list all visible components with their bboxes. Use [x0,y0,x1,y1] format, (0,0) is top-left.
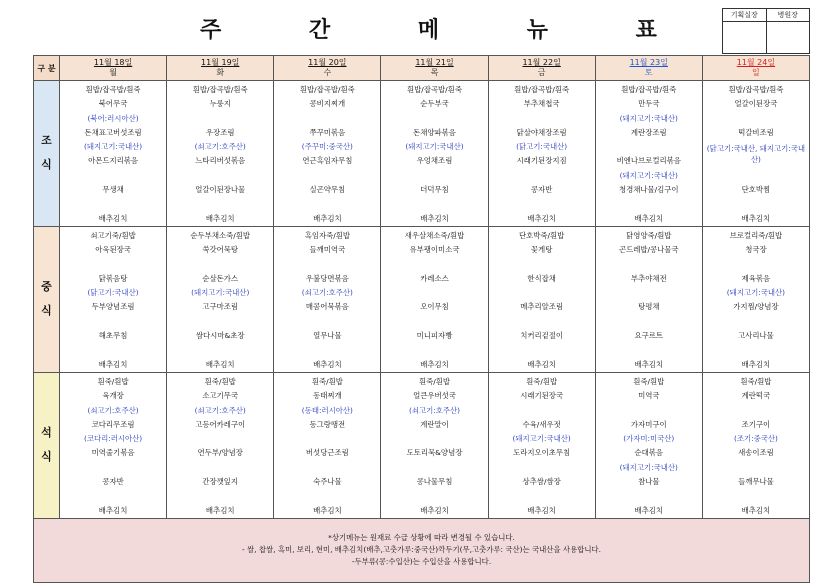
day-date: 11월 22일 [522,58,561,67]
breakfast-cell [702,81,809,227]
menu-item: 들깨무나물 [738,477,774,487]
menu-item: 순두부채소죽/흰밥 [190,230,251,240]
breakfast-cell [167,81,274,227]
menu-item: 만두국 [638,99,660,109]
menu-item [703,489,809,503]
menu-item: 참나물 [638,477,660,487]
menu-item [489,404,595,418]
day-header [60,56,167,81]
menu-item: 한식잡채 [527,273,556,283]
lunch-row [34,226,810,372]
origin-note: (닭고기:국내산) [87,288,139,298]
menu-item: 배추김치 [313,213,342,223]
menu-item: 우불당면볶음 [305,273,349,283]
menu-item [381,169,487,183]
approval-signature-planning [723,22,767,54]
approval-label-planning: 기획실장 [723,9,767,22]
menu-item: 부추채첩국 [523,99,560,109]
breakfast-cell [274,81,381,227]
menu-item [60,343,166,357]
origin-note: (쇠고기:호주산) [194,142,246,152]
approval-label-director: 병원장 [766,9,810,22]
menu-item: 배추김치 [634,213,664,223]
menu-item [167,258,273,272]
menu-item: 두부양념조림 [91,302,135,312]
menu-item: 흰밥/잡곡밥/흰죽 [85,85,141,94]
lunch-cell [60,226,167,372]
menu-item: 배추김치 [527,213,556,223]
menu-item: 흰밥/잡곡밥/흰죽 [621,85,677,94]
day-header [167,56,274,81]
meal-label-char: 식 [41,158,52,172]
origin-note: (돼지고기:국내산) [619,113,678,123]
menu-item: 배추김치 [205,505,235,515]
gubun-header: 구 분 [34,56,60,81]
note-line: *상기메뉴는 원재료 수급 상황에 따라 변경될 수 있습니다. [328,533,515,543]
menu-item [60,489,166,503]
menu-item [489,286,595,300]
menu-item: 느타리버섯볶음 [195,156,246,166]
dinner-cell [381,372,488,518]
menu-item: 흑임자죽/흰밥 [304,230,351,240]
menu-item: 육개장 [102,391,124,401]
menu-item: 우장조림 [205,127,235,137]
menu-item: 떡갈비조림 [738,127,774,137]
menu-item [489,343,595,357]
note-line: - 쌀, 찹쌀, 흑미, 보리, 현미, 배추김치(배추,고춧가루:중국산)깍두기(무,고춧가루: 국산)는 국내산을 사용합니다. [242,545,601,555]
menu-item [489,112,595,126]
menu-item: 닭영양죽/흰밥 [626,230,672,240]
menu-item: 계란말이 [420,419,449,429]
menu-item [596,404,702,418]
menu-item: 미역줄기볶음 [91,448,135,458]
day-date: 11월 24일 [736,58,776,67]
menu-item: 배추김치 [420,505,449,515]
menu-item [274,432,380,446]
day-date: 11월 21일 [415,58,454,67]
menu-item: 동그랑땡전 [309,419,346,429]
menu-item: 새송이조림 [738,448,774,458]
origin-note: (돼지고기:국내산) [512,434,571,444]
menu-item [60,461,166,475]
menu-item: 흰죽/흰밥 [97,376,129,386]
menu-item: 청국장 [745,245,767,255]
menu-item [703,315,809,329]
menu-item: 아몬드지리볶음 [88,156,139,166]
breakfast-label [34,81,60,227]
dinner-row [34,372,810,518]
menu-item: 단호박죽/흰밥 [518,230,565,240]
day-date: 11월 18일 [93,58,133,67]
origin-note: (쇠고기:호주산) [87,405,139,415]
menu-item: 제육볶음 [741,273,771,283]
menu-item: 오이무침 [420,302,449,312]
menu-item: 흰죽/흰밥 [204,376,236,386]
page-title: 주 간 메 뉴 표 [200,18,697,43]
menu-item: 계란떡국 [741,391,771,401]
menu-item: 청경채나물/김구이 [618,185,679,195]
origin-note: (돼지고기:국내산) [405,142,464,152]
lunch-cell [381,226,488,372]
menu-item: 배추김치 [634,359,664,369]
day-header [274,56,381,81]
menu-item: 탕평채 [638,302,660,312]
menu-item: 배추김치 [634,505,664,515]
dinner-cell [702,372,809,518]
menu-item: 수육/새우젓 [522,419,561,429]
menu-item: 가자미구이 [630,419,667,429]
origin-note: (쇠고기:호주산) [194,405,246,415]
menu-item: 순대볶음 [634,448,664,458]
lunch-cell [595,226,702,372]
menu-item: 비엔나브로컬리볶음 [616,156,681,166]
breakfast-cell [381,81,488,227]
notes-cell [34,518,810,582]
menu-item: 흰죽/흰밥 [418,376,451,386]
origin-note: (닭고기:국내산) [516,142,568,152]
menu-item: 새우살채소죽/흰밥 [404,230,465,240]
menu-item [274,258,380,272]
menu-item: 시래기된장지짐 [516,156,567,166]
menu-item [703,461,809,475]
menu-item: 순살돈가스 [202,273,239,283]
dinner-cell [488,372,595,518]
menu-item: 해초무침 [98,331,128,341]
origin-note: (가자미:미국산) [623,434,675,444]
menu-item: 브로컬리죽/흰밥 [729,230,783,240]
menu-item: 흰밥/잡곡밥/흰죽 [728,85,784,94]
day-header [595,56,702,81]
menu-item: 배추김치 [527,505,556,515]
menu-item: 누룽지 [209,99,231,109]
menu-item: 고사리나물 [738,331,774,341]
menu-item: 치커리겉절이 [520,331,564,341]
menu-item [274,489,380,503]
menu-item: 미역국 [638,391,660,401]
menu-item: 부추야채전 [630,273,667,283]
menu-item: 순두부국 [420,99,449,109]
menu-item [167,197,273,211]
menu-item: 실곤약무침 [309,185,346,195]
menu-item [381,461,487,475]
origin-note: (주꾸미:중국산) [301,142,353,152]
dinner-cell [595,372,702,518]
dinner-cell [167,372,274,518]
menu-item [703,112,809,126]
weekly-menu-table [33,55,810,583]
menu-item: 도토리묵&양념장 [406,448,463,458]
origin-note: (돼지고기:국내산) [83,142,143,152]
origin-note: (쇠고기:호주산) [408,405,461,415]
menu-item: 얼큰우버섯국 [413,391,456,401]
menu-item [274,112,380,126]
origin-note: (돼지고기:국내산) [191,288,250,298]
menu-item [703,169,809,183]
note-line: -두부류(콩:수입산)는 수입산을 사용합니다. [351,557,492,567]
lunch-label [34,226,60,372]
menu-item: 코다리무조림 [91,419,135,429]
menu-item: 간장깻잎지 [202,477,239,487]
origin-note: (코다리:러시아산) [83,434,143,444]
day-of-week: 수 [323,68,332,77]
day-header [381,56,488,81]
menu-item [381,432,487,446]
dinner-label [34,372,60,518]
menu-item [489,315,595,329]
menu-item [167,169,273,183]
menu-item: 계란장조림 [630,127,667,137]
menu-item [167,112,273,126]
lunch-cell [702,226,809,372]
menu-item: 흰죽/흰밥 [526,376,558,386]
lunch-cell [167,226,274,372]
menu-item: 가지찜/양념장 [733,302,779,312]
menu-item [60,258,166,272]
menu-item: 배추김치 [527,359,556,369]
menu-item: 배추김치 [98,359,128,369]
menu-item [167,343,273,357]
menu-item: 열무나물 [313,331,342,341]
menu-item: 단호박찜 [741,185,771,195]
day-of-week: 일 [752,68,760,77]
menu-item: 쭈꾸미볶음 [309,127,346,137]
origin-note: (조기:중국산) [733,434,778,444]
menu-item: 꽃게탕 [530,245,553,255]
menu-item [274,197,380,211]
menu-item [596,315,702,329]
day-date: 11월 19일 [201,58,240,67]
dinner-cell [60,372,167,518]
menu-item [596,258,702,272]
menu-item [167,432,273,446]
menu-item: 배추김치 [741,505,771,515]
menu-item: 닭볶음탕 [98,273,128,283]
breakfast-cell [488,81,595,227]
menu-item: 흰밥/잡곡밥/흰죽 [299,85,355,94]
header-row [34,56,810,81]
menu-item [381,489,487,503]
menu-item [489,197,595,211]
menu-item [274,461,380,475]
menu-item: 얼갈이된장나물 [195,185,246,195]
breakfast-cell [60,81,167,227]
menu-item: 연두부/양념장 [197,448,243,458]
menu-item: 우엉채조림 [416,156,453,166]
menu-item: 흰죽/흰밥 [633,376,665,386]
menu-item: 배추김치 [420,359,449,369]
menu-item: 배추김치 [205,359,235,369]
menu-item: 아욱된장국 [95,245,131,255]
meal-label-char: 식 [41,304,52,318]
menu-item [596,140,702,154]
menu-item [381,286,487,300]
dinner-cell [274,372,381,518]
breakfast-row [34,81,810,227]
day-of-week: 목 [430,68,439,77]
menu-item [703,197,809,211]
menu-item [489,258,595,272]
meal-label-char: 중 [41,280,52,294]
menu-item [381,343,487,357]
day-date: 11월 20일 [308,58,347,67]
menu-item [274,343,380,357]
menu-item: 무생채 [102,185,124,195]
menu-item: 숙주나물 [313,477,342,487]
menu-item: 흰밥/잡곡밥/흰죽 [407,85,462,94]
menu-item [167,315,273,329]
menu-item: 콩자반 [530,185,553,195]
menu-item [703,404,809,418]
day-date: 11월 23일 [629,58,668,67]
day-header [488,56,595,81]
origin-note: (북어:러시아산) [87,113,139,123]
menu-item: 도라지오이초무침 [513,448,571,458]
menu-item: 고등어카레구이 [195,419,246,429]
menu-item [274,315,380,329]
origin-note: (돼지고기:국내산) [726,288,786,298]
menu-item: 배추김치 [313,359,342,369]
meal-label-char: 조 [41,134,52,148]
menu-item [381,258,487,272]
menu-item [703,258,809,272]
menu-item: 닭살야채장조림 [516,127,567,137]
day-of-week: 화 [216,68,225,77]
menu-item: 상추쌈/쌈장 [522,477,561,487]
menu-item: 곤드레밥/콩나물국 [618,245,679,255]
meal-label-char: 석 [41,426,52,440]
menu-item: 돈채표고버섯조림 [84,127,142,137]
origin-note: (돼지고기:국내산) [619,170,678,180]
menu-item: 연근흑임자무침 [302,156,353,166]
lunch-cell [488,226,595,372]
menu-item: 들깨미역국 [309,245,346,255]
lunch-cell [274,226,381,372]
menu-item: 버섯당근조림 [305,448,349,458]
menu-item: 배추김치 [741,359,771,369]
menu-item [596,343,702,357]
menu-item: 고구마조림 [202,302,239,312]
menu-item: 쌈다시마&초장 [195,331,245,341]
menu-item: 콩나물무침 [416,477,453,487]
menu-item: 북어무국 [98,99,128,109]
menu-item: 배추김치 [205,213,235,223]
menu-item: 콩비지찌개 [309,99,346,109]
menu-item [596,489,702,503]
day-of-week: 토 [644,68,653,77]
menu-item [381,112,487,126]
menu-item: 동태찌개 [313,391,342,401]
menu-item: 유부팽이미소국 [409,245,460,255]
menu-item: 더덕무침 [420,185,449,195]
menu-item [596,286,702,300]
menu-item: 흰죽/흰밥 [740,376,772,386]
menu-item: 요구르트 [634,331,664,341]
menu-item: 카레소스 [420,273,449,283]
menu-item: 배추김치 [741,213,771,223]
menu-item [596,197,702,211]
menu-item: 배추김치 [98,213,128,223]
menu-item [381,197,487,211]
menu-item [703,343,809,357]
menu-item: 얼갈이된장국 [734,99,778,109]
origin-note: (쇠고기:호주산) [301,288,353,298]
menu-item: 배추김치 [313,505,342,515]
menu-item [274,169,380,183]
menu-item: 조기구이 [741,419,771,429]
menu-item [60,197,166,211]
menu-item: 배추김치 [98,505,128,515]
menu-item: 시래기된장국 [520,391,564,401]
menu-item: 쇠고기죽/흰밥 [90,230,136,240]
breakfast-cell [595,81,702,227]
approval-signature-director [766,22,810,54]
menu-item: 소고기무국 [202,391,239,401]
menu-item: 돈채양파볶음 [413,127,456,137]
menu-item [167,489,273,503]
notes-row [34,518,810,582]
menu-item: 미니피자빵 [416,331,453,341]
origin-note: (동태:러시아산) [301,405,353,415]
menu-item [60,315,166,329]
menu-item: 매콤어묵볶음 [305,302,349,312]
menu-item: 흰밥/잡곡밥/흰죽 [192,85,248,94]
menu-item: 흰죽/흰밥 [311,376,343,386]
menu-item: 배추김치 [420,213,449,223]
menu-item [60,169,166,183]
day-of-week: 금 [537,68,546,77]
menu-item [167,461,273,475]
menu-item: 콩자반 [102,477,124,487]
menu-item [381,315,487,329]
approval-box [722,8,810,54]
menu-item: 쑥갓어묵탕 [202,245,239,255]
menu-item: 메추리알조림 [520,302,564,312]
menu-item [489,169,595,183]
menu-item: 흰밥/잡곡밥/흰죽 [514,85,570,94]
menu-item [489,489,595,503]
origin-note: (닭고기:국내산, 돼지고기:국내산) [706,144,806,165]
menu-item [489,461,595,475]
meal-label-char: 식 [41,450,52,464]
day-of-week: 월 [109,68,117,77]
origin-note: (돼지고기:국내산) [619,462,678,472]
day-header [702,56,809,81]
